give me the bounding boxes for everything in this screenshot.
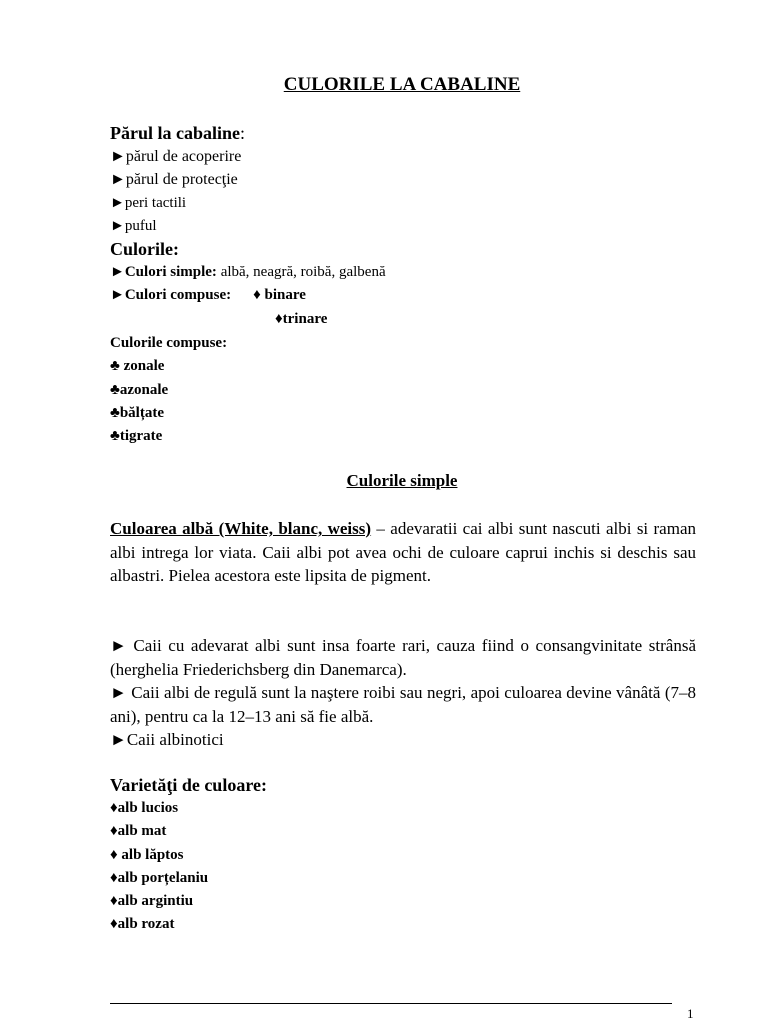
hair-item: ►puful [110,217,157,234]
compound-item: ♣tigrate [110,428,163,445]
compound-colors-line: ►Culori compuse: ♦ binare [110,287,306,304]
colors-heading: Culorile: [110,239,179,259]
footer-divider [110,1003,672,1004]
compound-item: ♣azonale [110,381,169,398]
compound-item: ♣ zonale [110,358,165,375]
colors-section [110,237,386,331]
rare-paragraph: ► Caii cu adevarat albi sunt insa foarte rari, cauza fiind o consangvinitate strânsă (herghelia Friederichsberg din Danemarca). [110,636,696,679]
compound-section [110,332,227,448]
page-title: CULORILE LA CABALINE [283,74,521,95]
hair-heading: Părul la cabaline: [110,123,246,143]
variety-item: ♦alb argintiu [110,893,194,910]
white-lead: Culoarea albă (White, blanc, weiss) [110,519,372,538]
variety-item: ♦ alb lăptos [110,846,184,863]
hair-section [110,121,245,238]
variety-item: ♦alb lucios [110,800,179,816]
page-number: 1 [687,1006,694,1021]
simple-colors-line: ►Culori simple: albă, neagră, roibă, galbenă [110,264,386,280]
white-text: – adevaratii cai albi sunt nascuti albi si raman albi intrega lor viata. Caii albi pot avea ochi de culoare caprui inchis si deschis sau albastri. Pielea acestora este lipsita de pigment. [110,519,696,585]
compound-heading: Culorile compuse: [110,335,228,351]
section-title: Culorile simple [346,471,458,490]
variety-item: ♦alb mat [110,823,167,840]
birth-paragraph: ► Caii albi de regulă sunt la naştere roibi sau negri, apoi culoarea devine vânâtă (7–8 ani), pentru ca la 12–13 ani să fie albă. [110,683,696,726]
hair-item: ►părul de protecţie [110,171,238,189]
albino-paragraph: ►Caii albinotici [110,730,224,749]
compound-item: ♣bălțate [110,404,165,421]
varieties-heading: Varietăţi de culoare: [110,775,267,795]
compound-ternary-line: ♦trinare [275,310,328,327]
hair-item: ►peri tactili [110,194,187,211]
varieties-section [110,773,267,937]
variety-item: ♦alb porțelaniu [110,869,209,886]
hair-item: ►părul de acoperire [110,148,242,165]
variety-item: ♦alb rozat [110,916,175,933]
white-paragraph [110,517,696,588]
